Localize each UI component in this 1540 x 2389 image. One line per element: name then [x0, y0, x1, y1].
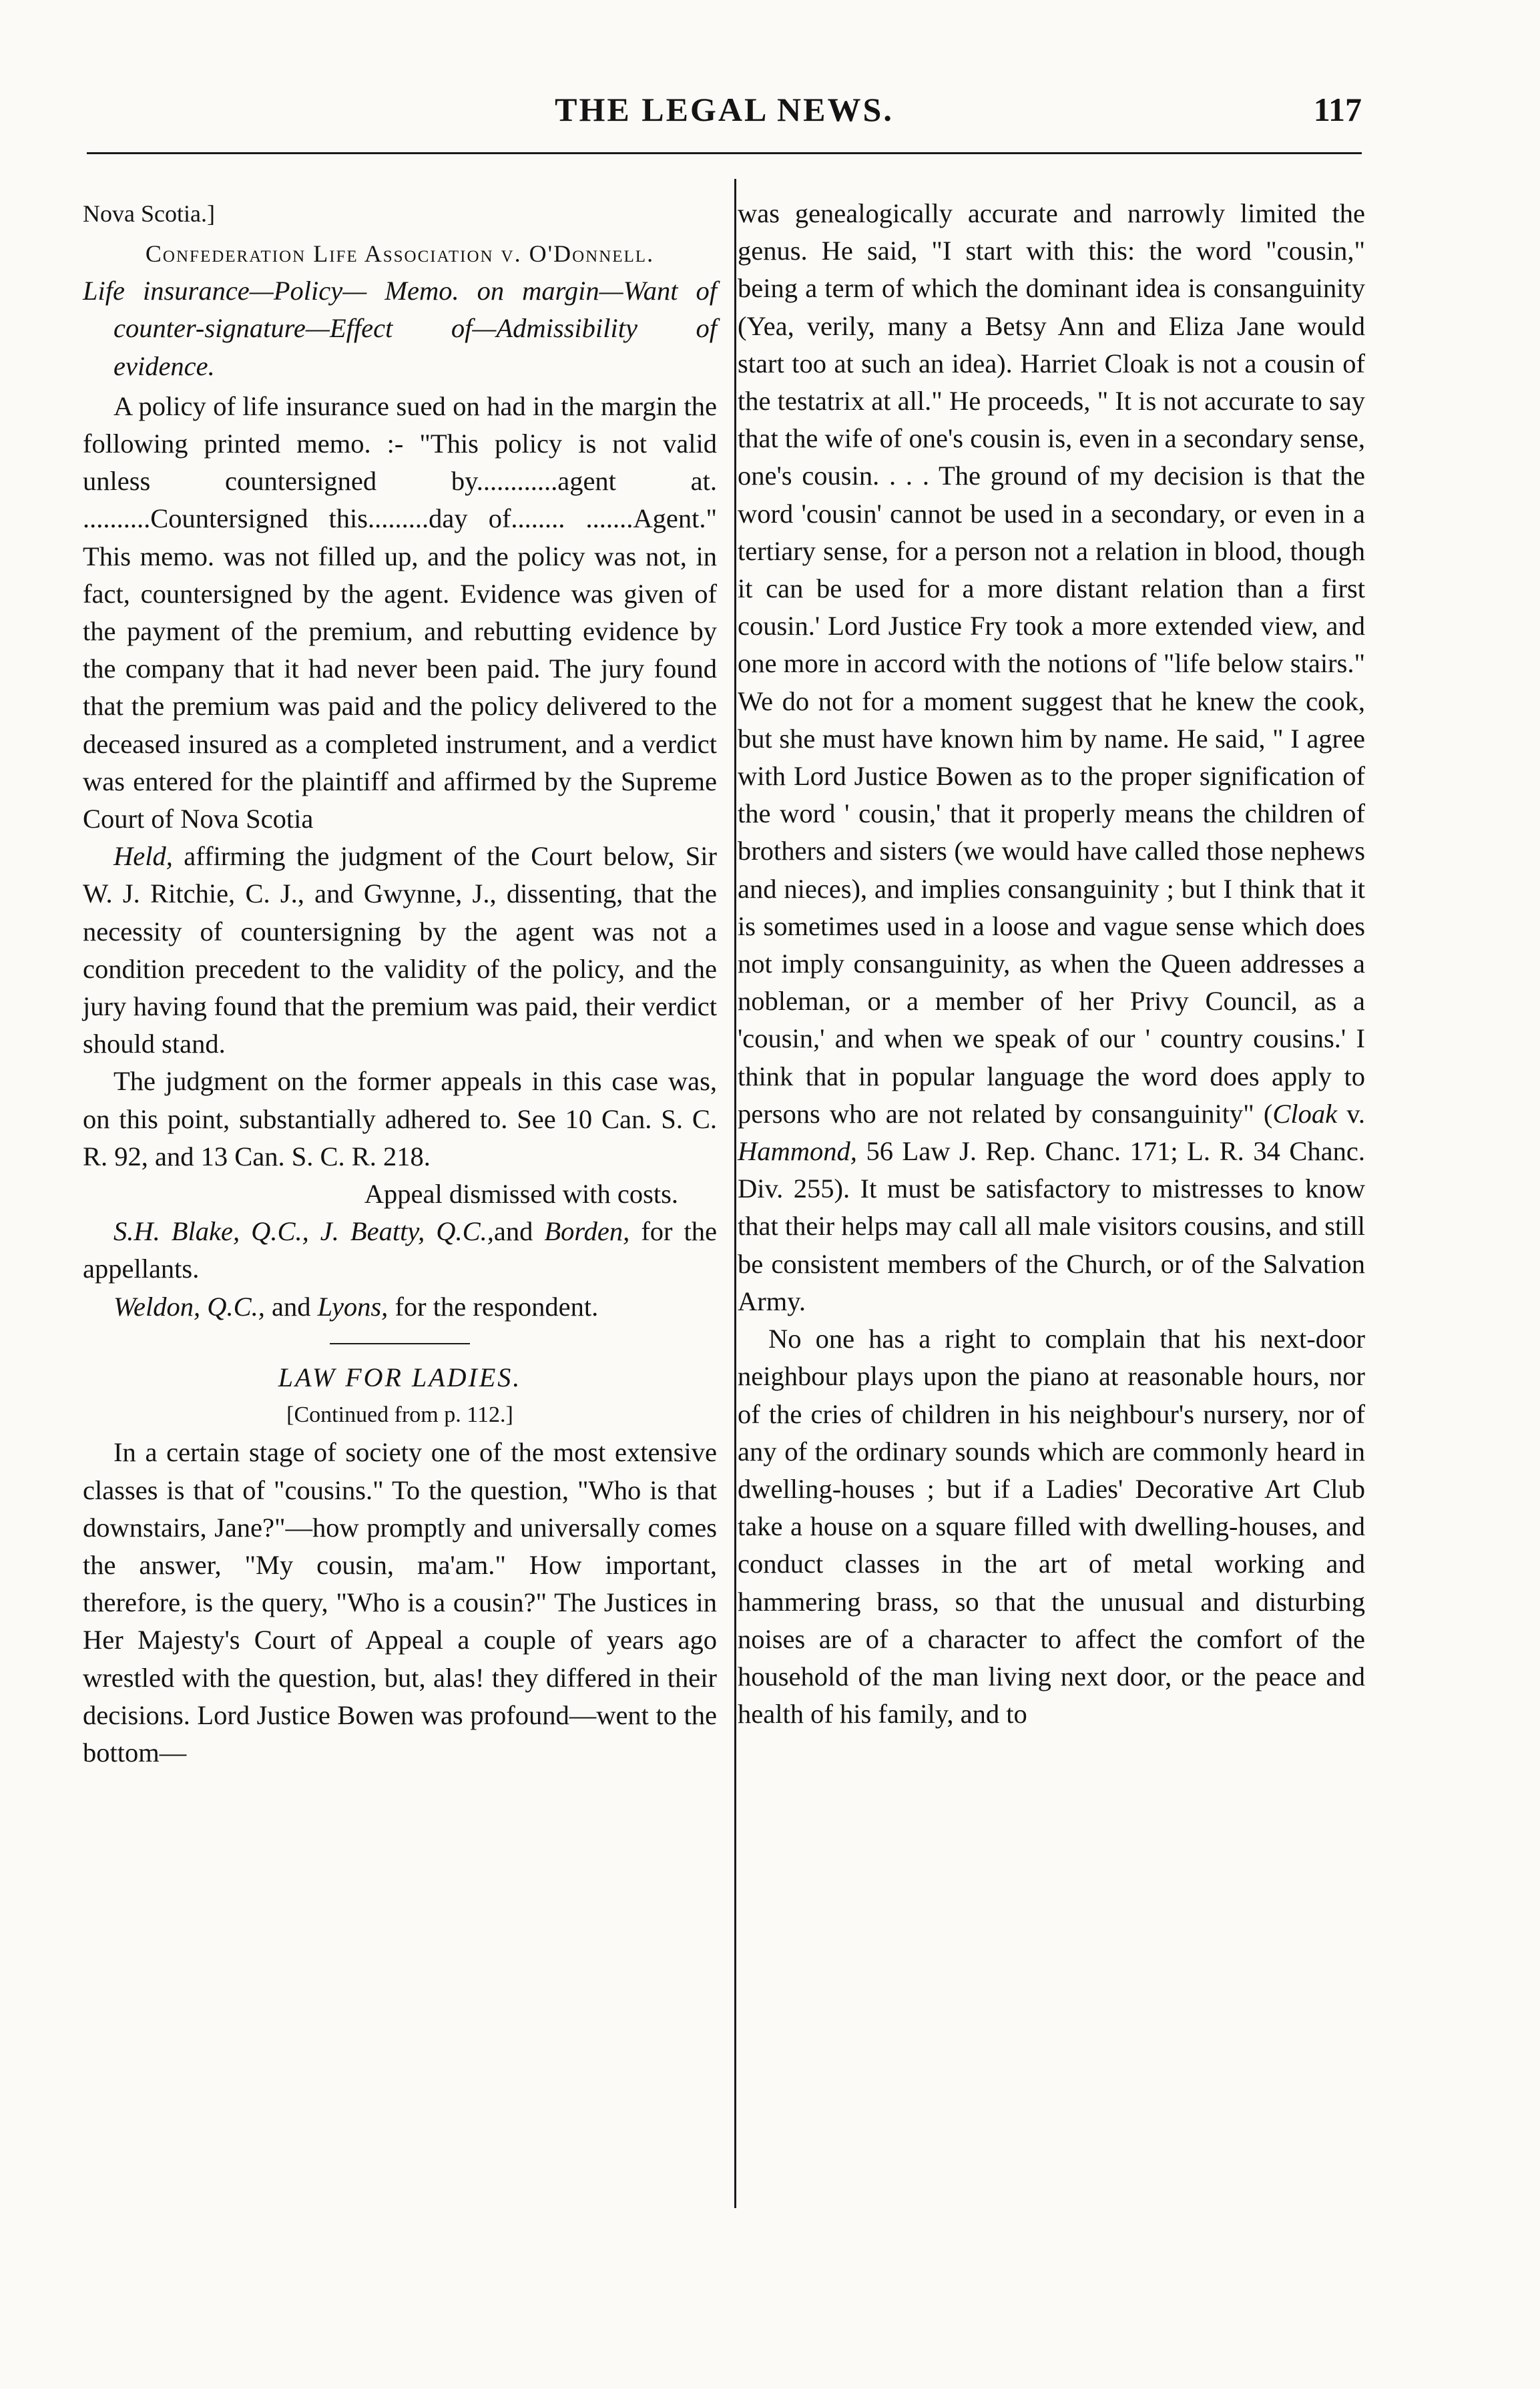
counsel-conjunction: and [493, 1216, 533, 1247]
section-divider [330, 1343, 470, 1344]
counsel-name: S.H. Blake, Q.C., [113, 1216, 309, 1247]
page-header [87, 83, 1362, 137]
counsel-name: Borden, [544, 1216, 630, 1247]
former-appeals-note: The judgment on the former appeals in this case was, on this point, substantially adhered to. See 10 Can. S. C. R. 92, and 13 Can. S. C. R. 218. [83, 1066, 717, 1171]
article-paragraph [738, 195, 1365, 1320]
counsel-name: Weldon, Q.C., [113, 1291, 265, 1322]
header-rule [87, 152, 1362, 154]
held-label: Held, [113, 841, 173, 872]
section-title: LAW FOR LADIES. [278, 1362, 522, 1392]
citation-case-name: Cloak [1272, 1098, 1338, 1129]
case-title: Confederation Life Association v. O'Donnell. [145, 240, 655, 268]
article-paragraph: No one has a right to complain that his next-door neighbour plays upon the piano at reasonable hours, nor of the cries of children in his neighbour's nursery, nor of any of the ordinary sounds which are commonly heard in dwelling-houses ; but if a Ladies' Decorative Art Club take a house on a square filled with dwelling-houses, and conduct classes in the art of metal working and hammering brass, so that the unusual and disturbing noises are of a character to affect the comfort of the household of the man living next door, or the peace and health of his family, and to [738, 1324, 1365, 1730]
running-title: THE LEGAL NEWS. [555, 91, 894, 128]
case-location: Nova Scotia.] [83, 200, 215, 227]
counsel-appellants [83, 1213, 717, 1288]
counsel-name: Lyons, [317, 1291, 389, 1322]
page-number: 117 [1313, 91, 1362, 128]
article-text: 56 Law J. Rep. Chanc. 171; L. R. 34 Chanc. Div. 255). It must be satisfactory to mistresses to know that their helps may call all male visitors cousins, and still be consistent members of the Church, or of the Salvation Army. [738, 1136, 1365, 1316]
right-column [738, 195, 1365, 1733]
held-text: affirming the judgment of the Court below, Sir W. J. Ritchie, C. J., and Gwynne, J., dissenting, that the necessity of countersigning by the agent was not a condition precedent to the validity of the policy, and the jury having found that the premium was paid, their verdict should stand. [83, 841, 717, 1059]
counsel-role: for the respondent. [395, 1291, 599, 1322]
left-column [83, 195, 717, 1772]
counsel-conjunction: and [272, 1291, 311, 1322]
citation-case-name: Hammond, [738, 1136, 857, 1167]
section-subtitle: [Continued from p. 112.] [286, 1402, 513, 1428]
case-summary: A policy of life insurance sued on had in the margin the following printed memo. :- "This policy is not valid unless countersigned by............agent at. ..........Countersigned this.........day of........ .......Agent." This memo. was not filled up, and the policy was not, in fact, countersigned by the agent. Evidence was given of the payment of the premium, and rebutting evidence by the company that it had never been paid. The jury found that the premium was paid and the policy delivered to the deceased insured as a completed instrument, and a verdict was entered for the plaintiff and affirmed by the Supreme Court of Nova Scotia [83, 390, 717, 834]
case-headnote: Life insurance—Policy— Memo. on margin—Want of counter-signature—Effect of—Admissibility of evidence. [83, 276, 717, 381]
article-text: was genealogically accurate and narrowly limited the genus. He said, "I start with this: the word "cousin," being a term of which the dominant idea is consanguinity (Yea, verily, many a Betsy Ann and Eliza Jane would start too at such an idea). Harriet Cloak is not a cousin of the testatrix at all." He proceeds, " It is not accurate to say that the wife of one's cousin is, even in a secondary sense, one's cousin. . . . The ground of my decision is that the word 'cousin' cannot be used in a secondary, or even in a tertiary sense, for a person not a relation in blood, though it can be used for a more distant relation than a first cousin.' Lord Justice Fry took a more extended view, and one more in accord with the notions of "life below stairs." We do not for a moment suggest that he knew the cook, but she must have known him by name. He said, " I agree with Lord Justice Bowen as to the proper signification of the word ' cousin,' that it properly means the children of brothers and sisters (we would have called those nephews and nieces), and implies consanguinity ; but I think that it is sometimes used in a loose and vague sense which does not imply consanguinity, as when the Queen addresses a nobleman, or a member of her Privy Council, as a 'cousin,' and when we speak of our ' country cousins.' I think that in popular language the word does apply to persons who are not related by consanguinity" ( [738, 198, 1365, 1129]
section-paragraph: In a certain stage of society one of the most extensive classes is that of "cousins." To the question, "Who is that downstairs, Jane?"—how promptly and universally comes the answer, "My cousin, ma'am." How important, therefore, is the query, "Who is a cousin?" The Justices in Her Majesty's Court of Appeal a couple of years ago wrestled with the question, but, alas! they differed in their decisions. Lord Justice Bowen was profound—went to the bottom— [83, 1437, 717, 1768]
counsel-respondent [83, 1288, 717, 1326]
counsel-role: for the appellants. [83, 1216, 718, 1284]
citation-versus: v. [1337, 1098, 1365, 1129]
case-holding [83, 838, 717, 1063]
column-divider [734, 179, 736, 2208]
case-disposition: Appeal dismissed with costs. [364, 1179, 678, 1210]
counsel-name: J. Beatty, Q.C., [320, 1216, 494, 1247]
